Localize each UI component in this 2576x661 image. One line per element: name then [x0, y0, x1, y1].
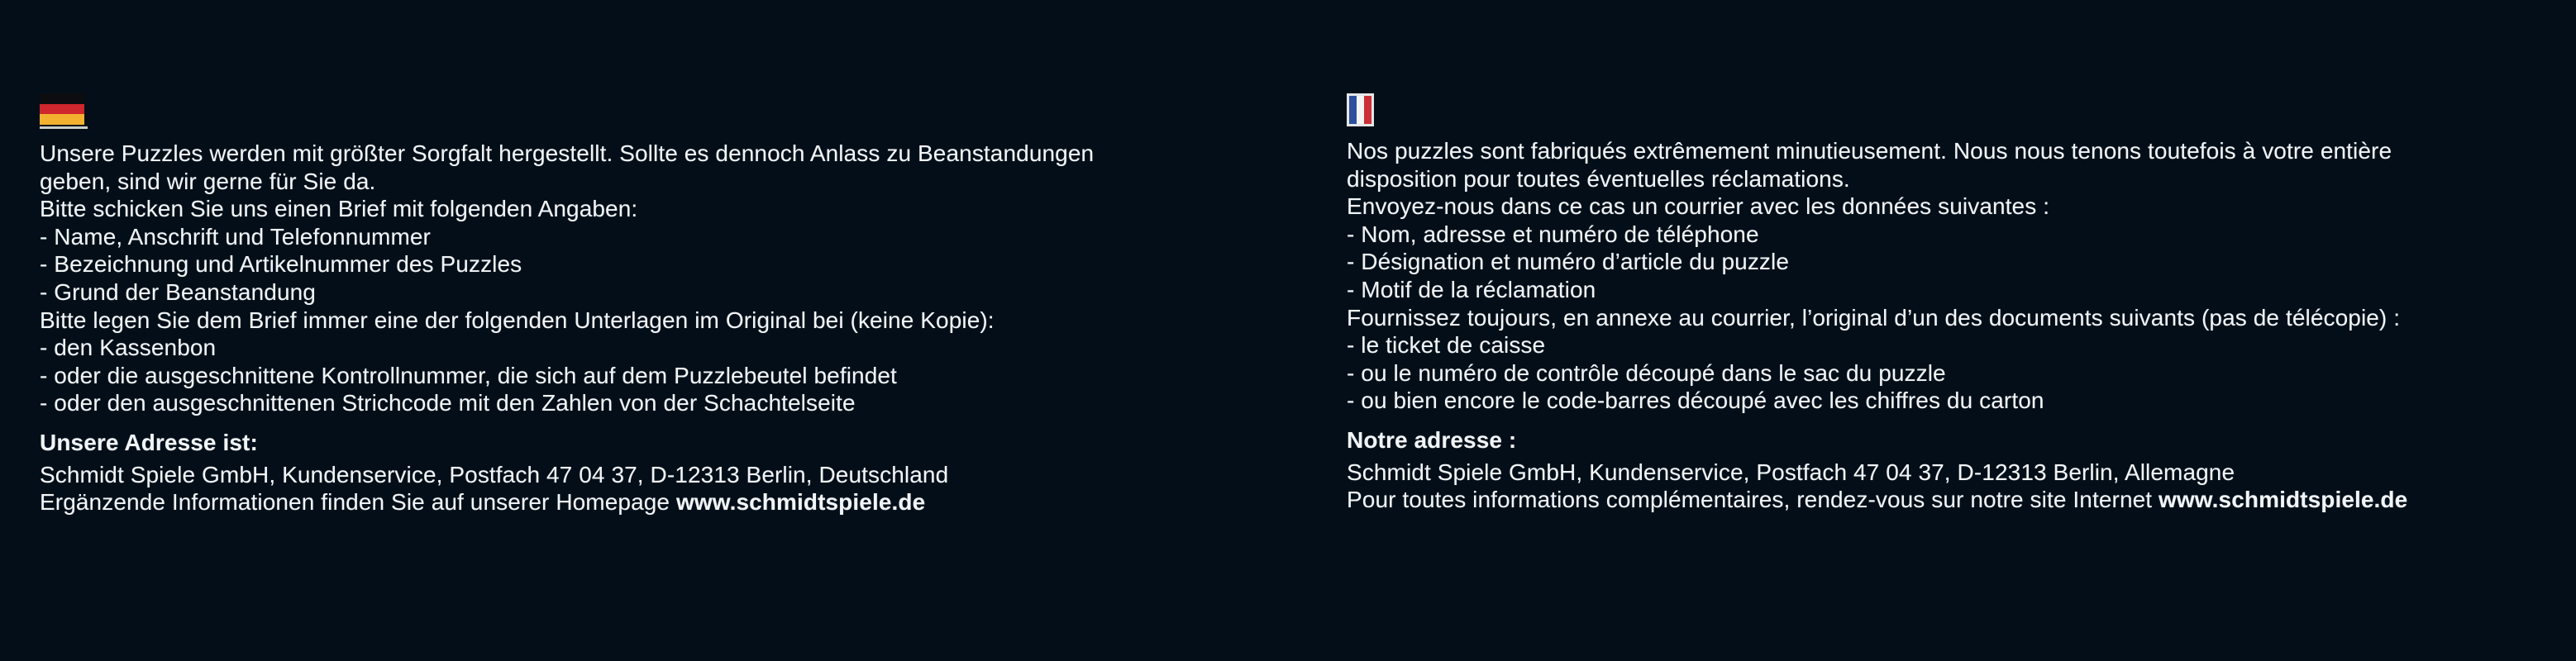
french-flag-blue-stripe [1349, 96, 1357, 124]
french-homepage-text: Pour toutes informations complémentaires, rendez-vous sur notre site Internet [1347, 487, 2159, 513]
french-address-line: Schmidt Spiele GmbH, Kundenservice, Postfach 47 04 37, D-12313 Berlin, Allemagne [1347, 459, 2235, 485]
french-flag-white-stripe [1357, 96, 1364, 124]
text-line: Unsere Puzzles werden mit größter Sorgfalt hergestellt. Sollte es dennoch Anlass zu Beanstandungen [40, 140, 1095, 166]
german-homepage-line [40, 488, 1280, 516]
german-homepage-url: www.schmidtspiele.de [675, 489, 926, 516]
text-line: Envoyez-nous dans ce cas un courrier avec les données suivantes : [1347, 193, 2050, 220]
german-flag-black-stripe [40, 93, 84, 104]
german-flag-gold-stripe [40, 114, 84, 125]
german-flag-underline [40, 126, 88, 129]
french-flag-icon [1347, 93, 1374, 126]
german-flag-red-stripe [40, 104, 84, 115]
german-address-header: Unsere Adresse ist: [40, 429, 258, 455]
text-line: - oder den ausgeschnittenen Strichcode mit den Zahlen von der Schachtelseite [40, 390, 856, 416]
text-line: - le ticket de caisse [1347, 332, 1546, 359]
text-line: Bitte schicken Sie uns einen Brief mit folgenden Angaben: [40, 196, 638, 222]
text-line: - Bezeichnung und Artikelnummer des Puzzles [40, 251, 522, 278]
text-line: - oder die ausgeschnittene Kontrollnummer, die sich auf dem Puzzlebeutel befindet [40, 362, 897, 388]
french-address-header: Notre adresse : [1347, 426, 1517, 453]
text-line: Nos puzzles sont fabriqués extrêmement minutieusement. Nous nous tenons toutefois à votre entière [1347, 138, 2392, 164]
text-line: geben, sind wir gerne für Sie da. [40, 168, 376, 194]
german-flag-icon [40, 93, 84, 125]
french-homepage-line [1347, 486, 2576, 514]
text-line: - ou le numéro de contrôle découpé dans le sac du puzzle [1347, 359, 1946, 386]
text-line: - Nom, adresse et numéro de téléphone [1347, 221, 1759, 247]
german-homepage-text: Ergänzende Informationen finden Sie auf unserer Homepage [40, 489, 676, 516]
french-text-block [1347, 137, 2576, 514]
french-homepage-url: www.schmidtspiele.de [2159, 487, 2408, 513]
text-line: - Grund der Beanstandung [40, 278, 316, 305]
text-line: - Désignation et numéro d’article du puzzle [1347, 249, 1790, 275]
text-line: disposition pour toutes éventuelles réclamations. [1347, 165, 1850, 192]
text-line: - Name, Anschrift und Telefonnummer [40, 223, 431, 250]
text-line: - ou bien encore le code-barres découpé avec les chiffres du carton [1347, 388, 2044, 414]
text-line: - Motif de la réclamation [1347, 276, 1596, 302]
text-line: Bitte legen Sie dem Brief immer eine der folgenden Unterlagen im Original bei (keine Kopie): [40, 307, 995, 333]
german-section [40, 93, 1280, 516]
german-address-line: Schmidt Spiele GmbH, Kundenservice, Postfach 47 04 37, D-12313 Berlin, Deutschland [40, 461, 949, 487]
french-section [1347, 93, 2576, 514]
french-flag-red-stripe [1364, 96, 1371, 124]
text-line: Fournissez toujours, en annexe au courrier, l’original d’un des documents suivants (pas de télécopie) : [1347, 304, 2401, 330]
text-line: - den Kassenbon [40, 335, 217, 361]
german-text-block [40, 140, 1280, 516]
